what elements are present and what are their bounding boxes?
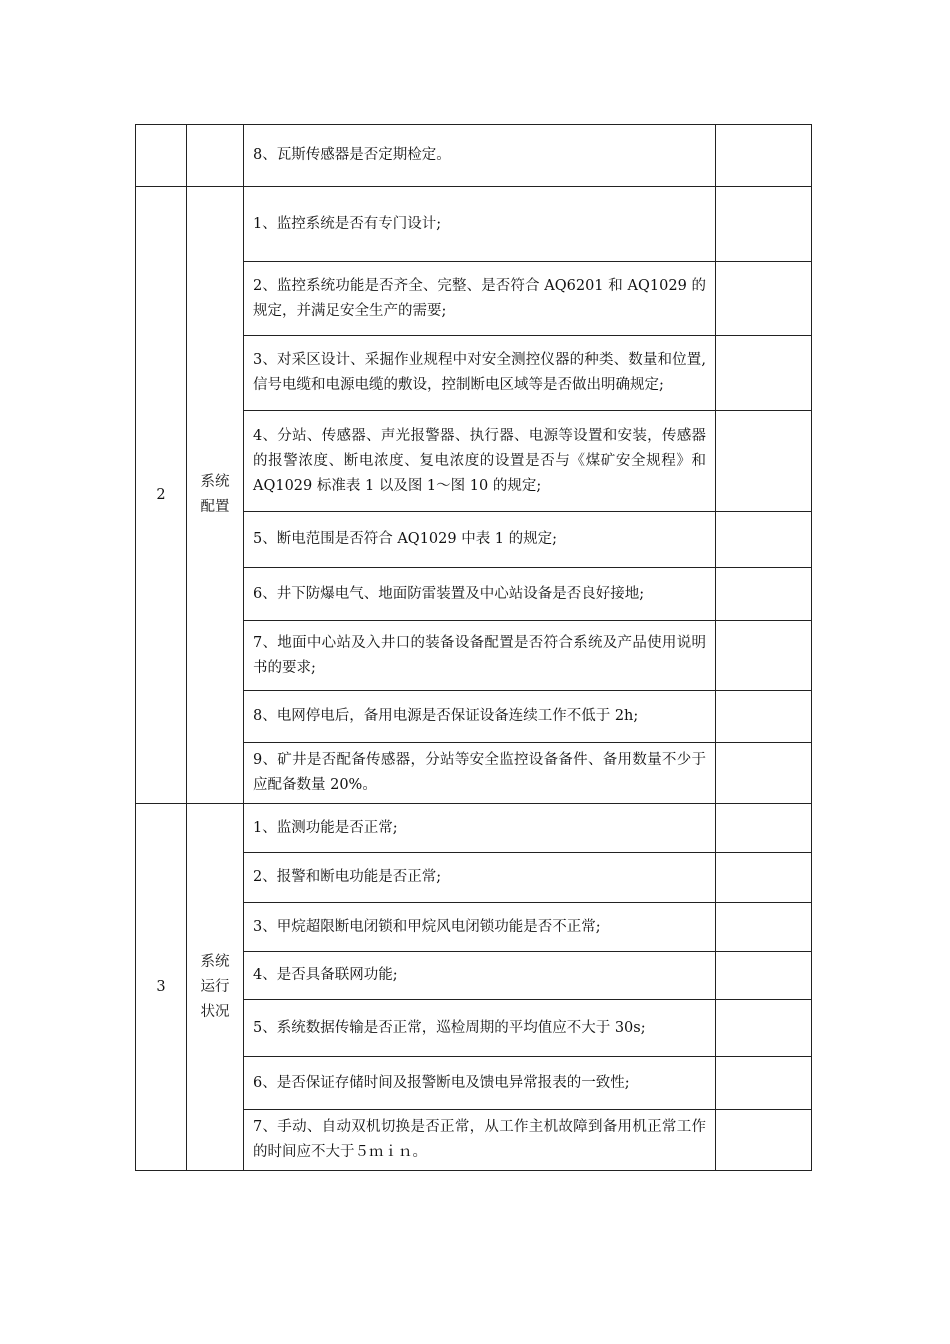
check-item: 3、甲烷超限断电闭锁和甲烷风电闭锁功能是否不正常; — [244, 903, 716, 952]
section-number: 3 — [136, 804, 187, 1171]
result-cell[interactable] — [716, 804, 812, 853]
result-cell[interactable] — [716, 1110, 812, 1171]
check-item: 3、对采区设计、采掘作业规程中对安全测控仪器的种类、数量和位置,信号电缆和电源电缆的敷设，控制断电区域等是否做出明确规定; — [244, 336, 716, 411]
check-item: 8、电网停电后，备用电源是否保证设备连续工作不低于 2h; — [244, 691, 716, 743]
result-cell[interactable] — [716, 512, 812, 568]
result-cell[interactable] — [716, 1000, 812, 1057]
check-item: 8、瓦斯传感器是否定期检定。 — [244, 125, 716, 187]
result-cell[interactable] — [716, 411, 812, 512]
result-cell[interactable] — [716, 187, 812, 262]
check-item: 9、矿井是否配备传感器，分站等安全监控设备备件、备用数量不少于应配备数量 20%。 — [244, 743, 716, 804]
result-cell[interactable] — [716, 853, 812, 903]
category-line: 状况 — [200, 1003, 230, 1020]
section-category — [187, 187, 244, 804]
result-cell[interactable] — [716, 568, 812, 621]
check-item: 7、手动、自动双机切换是否正常，从工作主机故障到备用机正常工作的时间应不大于５ｍｉｎ。 — [244, 1110, 716, 1171]
table-row — [136, 804, 812, 853]
category-line: 系统 — [200, 474, 230, 490]
check-item: 4、是否具备联网功能; — [244, 952, 716, 1000]
section-category — [187, 804, 244, 1171]
inspection-table — [135, 124, 812, 1171]
check-item: 4、分站、传感器、声光报警器、执行器、电源等设置和安装，传感器的报警浓度、断电浓度、复电浓度的设置是否与《煤矿安全规程》和 AQ1029 标准表 1 以及图 1～图 10 的规定; — [244, 411, 716, 512]
check-item: 5、断电范围是否符合 AQ1029 中表 1 的规定; — [244, 512, 716, 568]
result-cell[interactable] — [716, 125, 812, 187]
category-line: 配置 — [200, 499, 230, 515]
check-item: 6、井下防爆电气、地面防雷装置及中心站设备是否良好接地; — [244, 568, 716, 621]
result-cell[interactable] — [716, 262, 812, 336]
table-row — [136, 187, 812, 262]
check-item: 1、监控系统是否有专门设计; — [244, 187, 716, 262]
check-item: 5、系统数据传输是否正常，巡检周期的平均值应不大于 30s; — [244, 1000, 716, 1057]
section-number — [136, 125, 187, 187]
result-cell[interactable] — [716, 743, 812, 804]
check-item: 2、报警和断电功能是否正常; — [244, 853, 716, 903]
result-cell[interactable] — [716, 952, 812, 1000]
check-item: 6、是否保证存储时间及报警断电及馈电异常报表的一致性; — [244, 1057, 716, 1110]
category-line: 系统 — [200, 953, 230, 970]
result-cell[interactable] — [716, 903, 812, 952]
table-row — [136, 125, 812, 187]
section-category — [187, 125, 244, 187]
check-item: 1、监测功能是否正常; — [244, 804, 716, 853]
check-item: 7、地面中心站及入井口的装备设备配置是否符合系统及产品使用说明书的要求; — [244, 621, 716, 691]
result-cell[interactable] — [716, 336, 812, 411]
result-cell[interactable] — [716, 1057, 812, 1110]
result-cell[interactable] — [716, 621, 812, 691]
check-item: 2、监控系统功能是否齐全、完整、是否符合 AQ6201 和 AQ1029 的规定，并满足安全生产的需要; — [244, 262, 716, 336]
category-line: 运行 — [200, 978, 230, 995]
section-number: 2 — [136, 187, 187, 804]
result-cell[interactable] — [716, 691, 812, 743]
